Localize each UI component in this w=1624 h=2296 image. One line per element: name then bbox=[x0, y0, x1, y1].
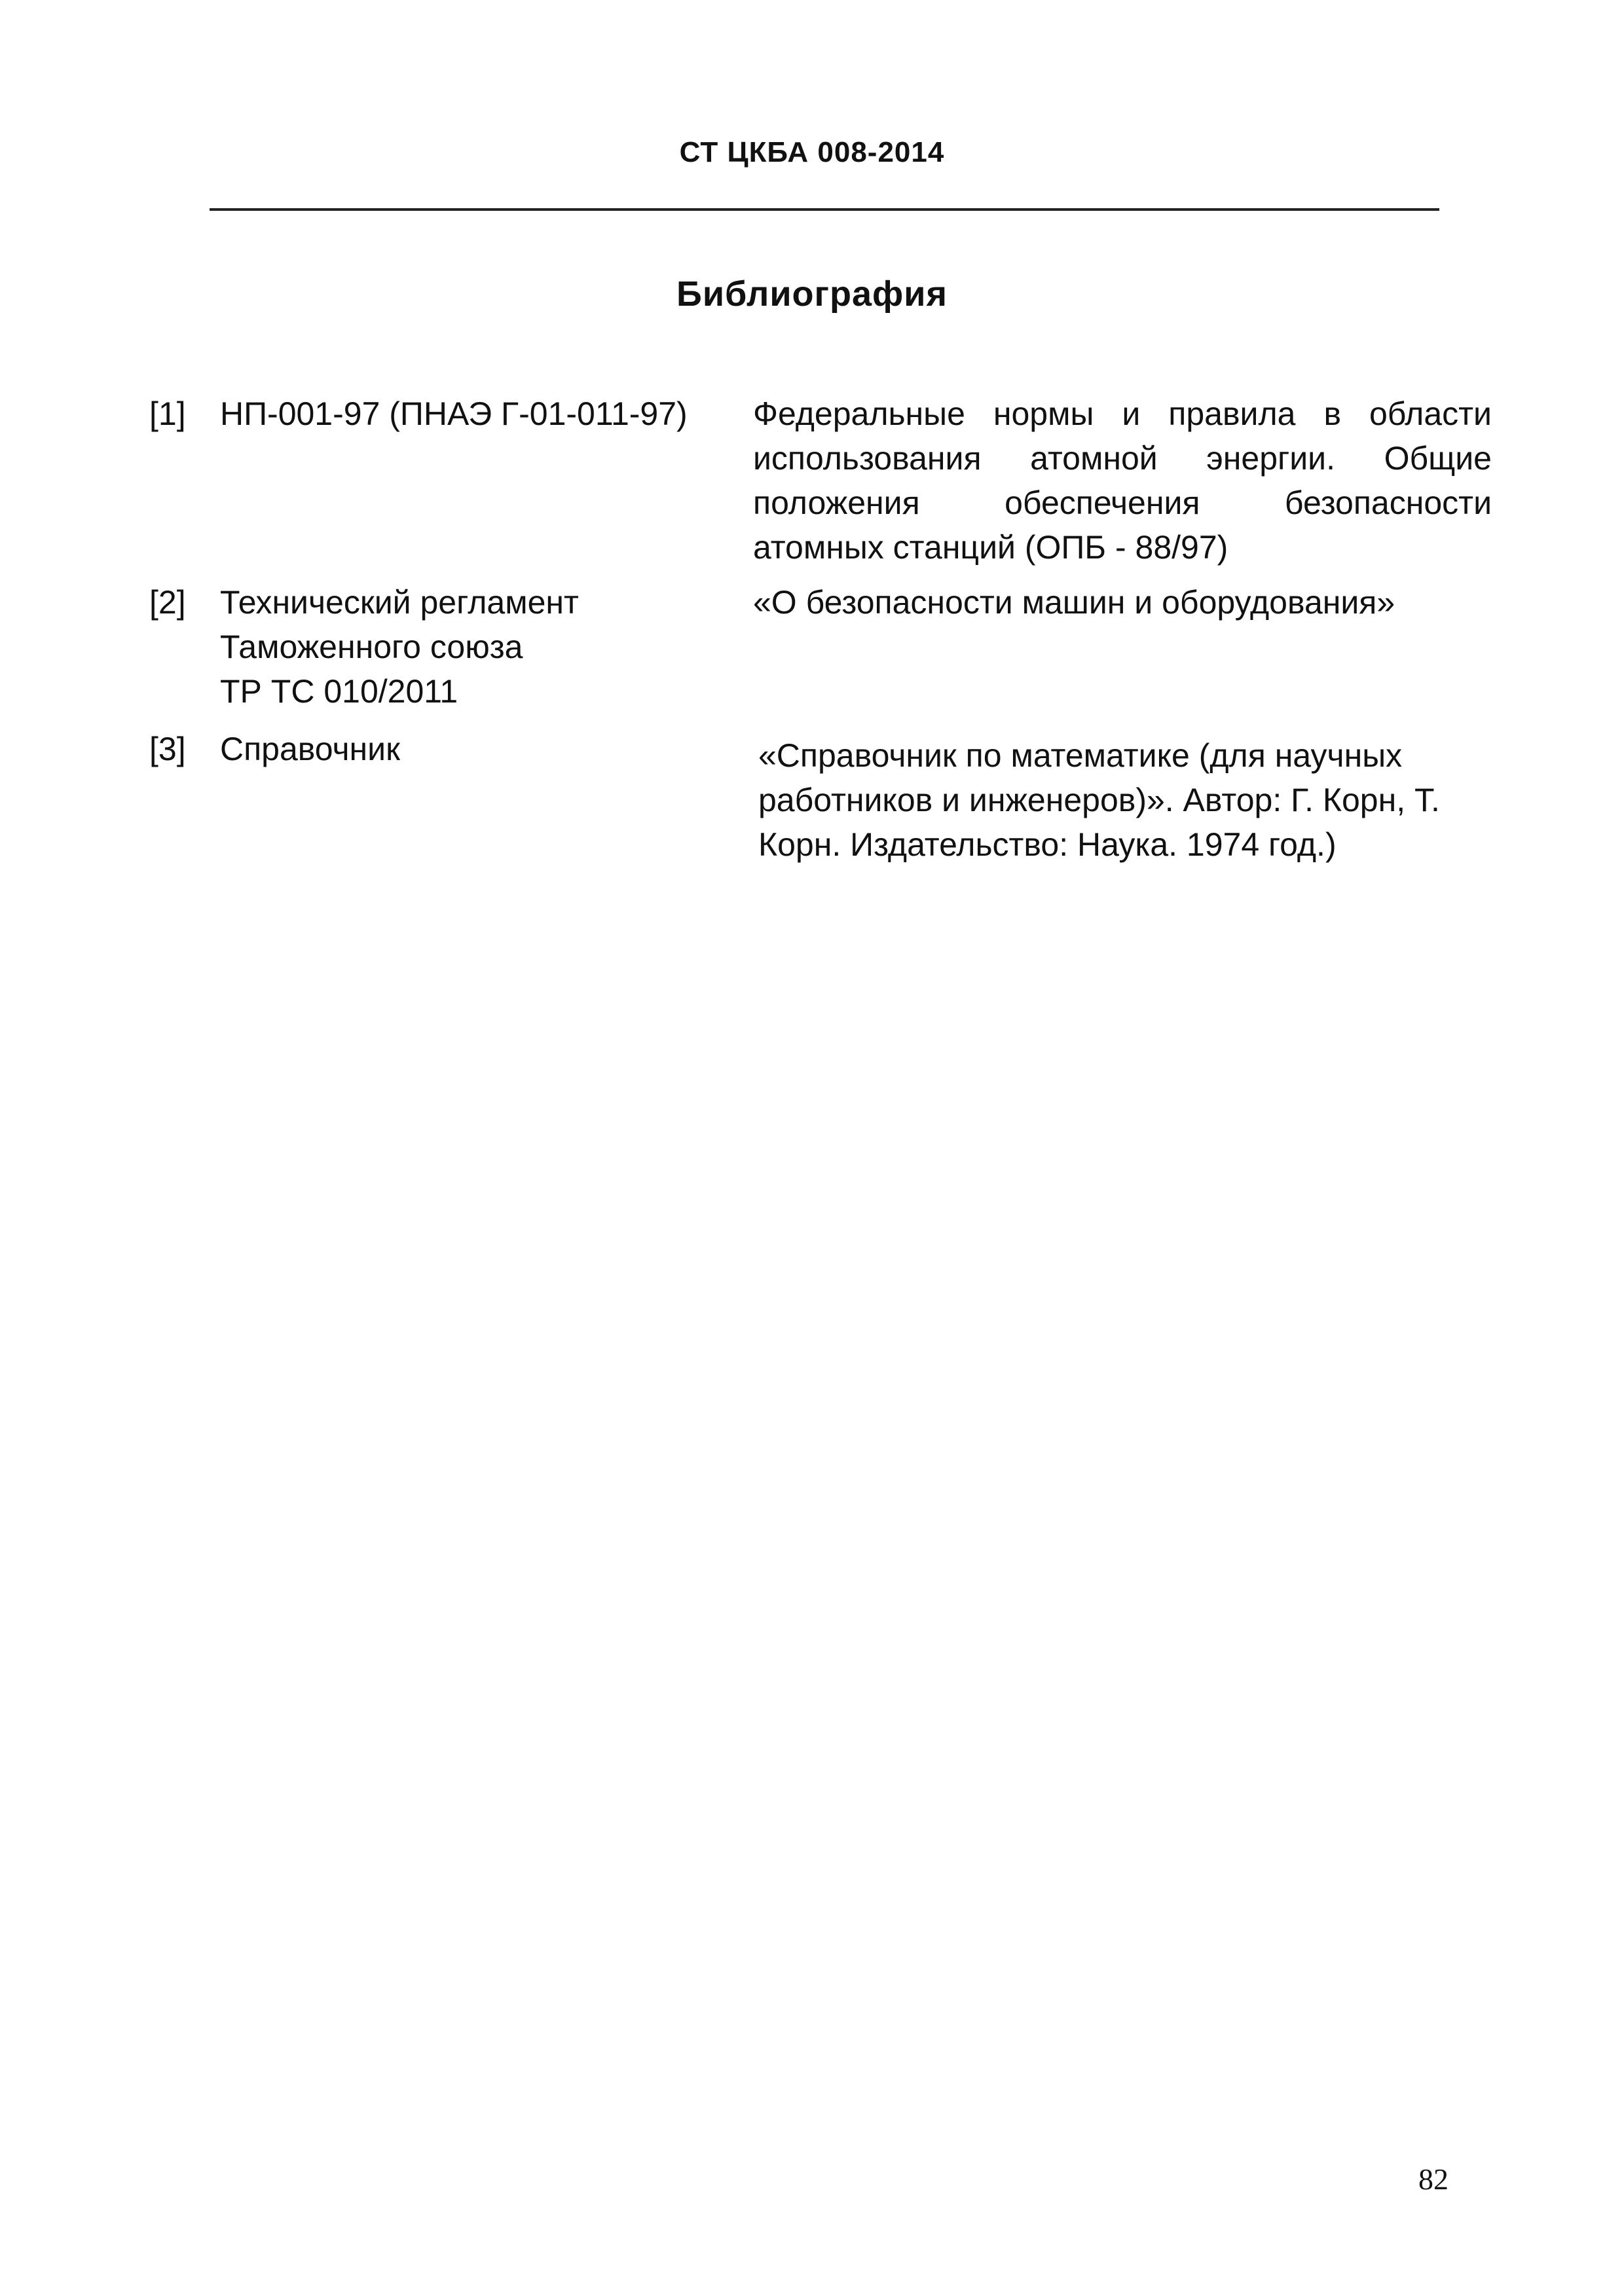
entry-description bbox=[753, 580, 1492, 625]
entry-source bbox=[220, 580, 731, 714]
page-title: Библиография bbox=[676, 274, 948, 314]
entry-description-line: работников и инженеров)». Автор: Г. Корн, Т. bbox=[758, 782, 1440, 818]
entry-description-line: Федеральные нормы и правила в области bbox=[753, 395, 1492, 432]
entry-source-line: Таможенного союза bbox=[220, 629, 523, 665]
entry-source bbox=[220, 727, 731, 771]
entry-description-line: атомных станций (ОПБ - 88/97) bbox=[753, 529, 1228, 566]
entry-source-line: Справочник bbox=[220, 731, 400, 767]
entry-description-line: «О безопасности машин и оборудования» bbox=[753, 584, 1395, 621]
entry-description-line: использования атомной энергии. Общие bbox=[753, 440, 1492, 477]
header-divider bbox=[210, 208, 1439, 211]
entry-description bbox=[758, 733, 1497, 867]
entry-description-line: Корн. Издательство: Наука. 1974 год.) bbox=[758, 826, 1337, 863]
entry-description-line: положения обеспечения безопасности bbox=[753, 484, 1492, 521]
entry-source-line: ТР ТС 010/2011 bbox=[220, 673, 458, 710]
entry-number: [2] bbox=[149, 584, 186, 621]
entry-source-line: НП-001-97 (ПНАЭ Г-01-011-97) bbox=[220, 395, 688, 432]
entry-number: [3] bbox=[149, 731, 186, 767]
document-code-header: СТ ЦКБА 008-2014 bbox=[679, 136, 945, 168]
page-number: 82 bbox=[1418, 2162, 1449, 2196]
entry-source-line: Технический регламент bbox=[220, 584, 579, 621]
entry-description bbox=[753, 392, 1492, 570]
entry-number: [1] bbox=[149, 395, 186, 432]
entry-source bbox=[220, 392, 731, 436]
entry-description-line: «Справочник по математике (для научных bbox=[758, 737, 1403, 774]
